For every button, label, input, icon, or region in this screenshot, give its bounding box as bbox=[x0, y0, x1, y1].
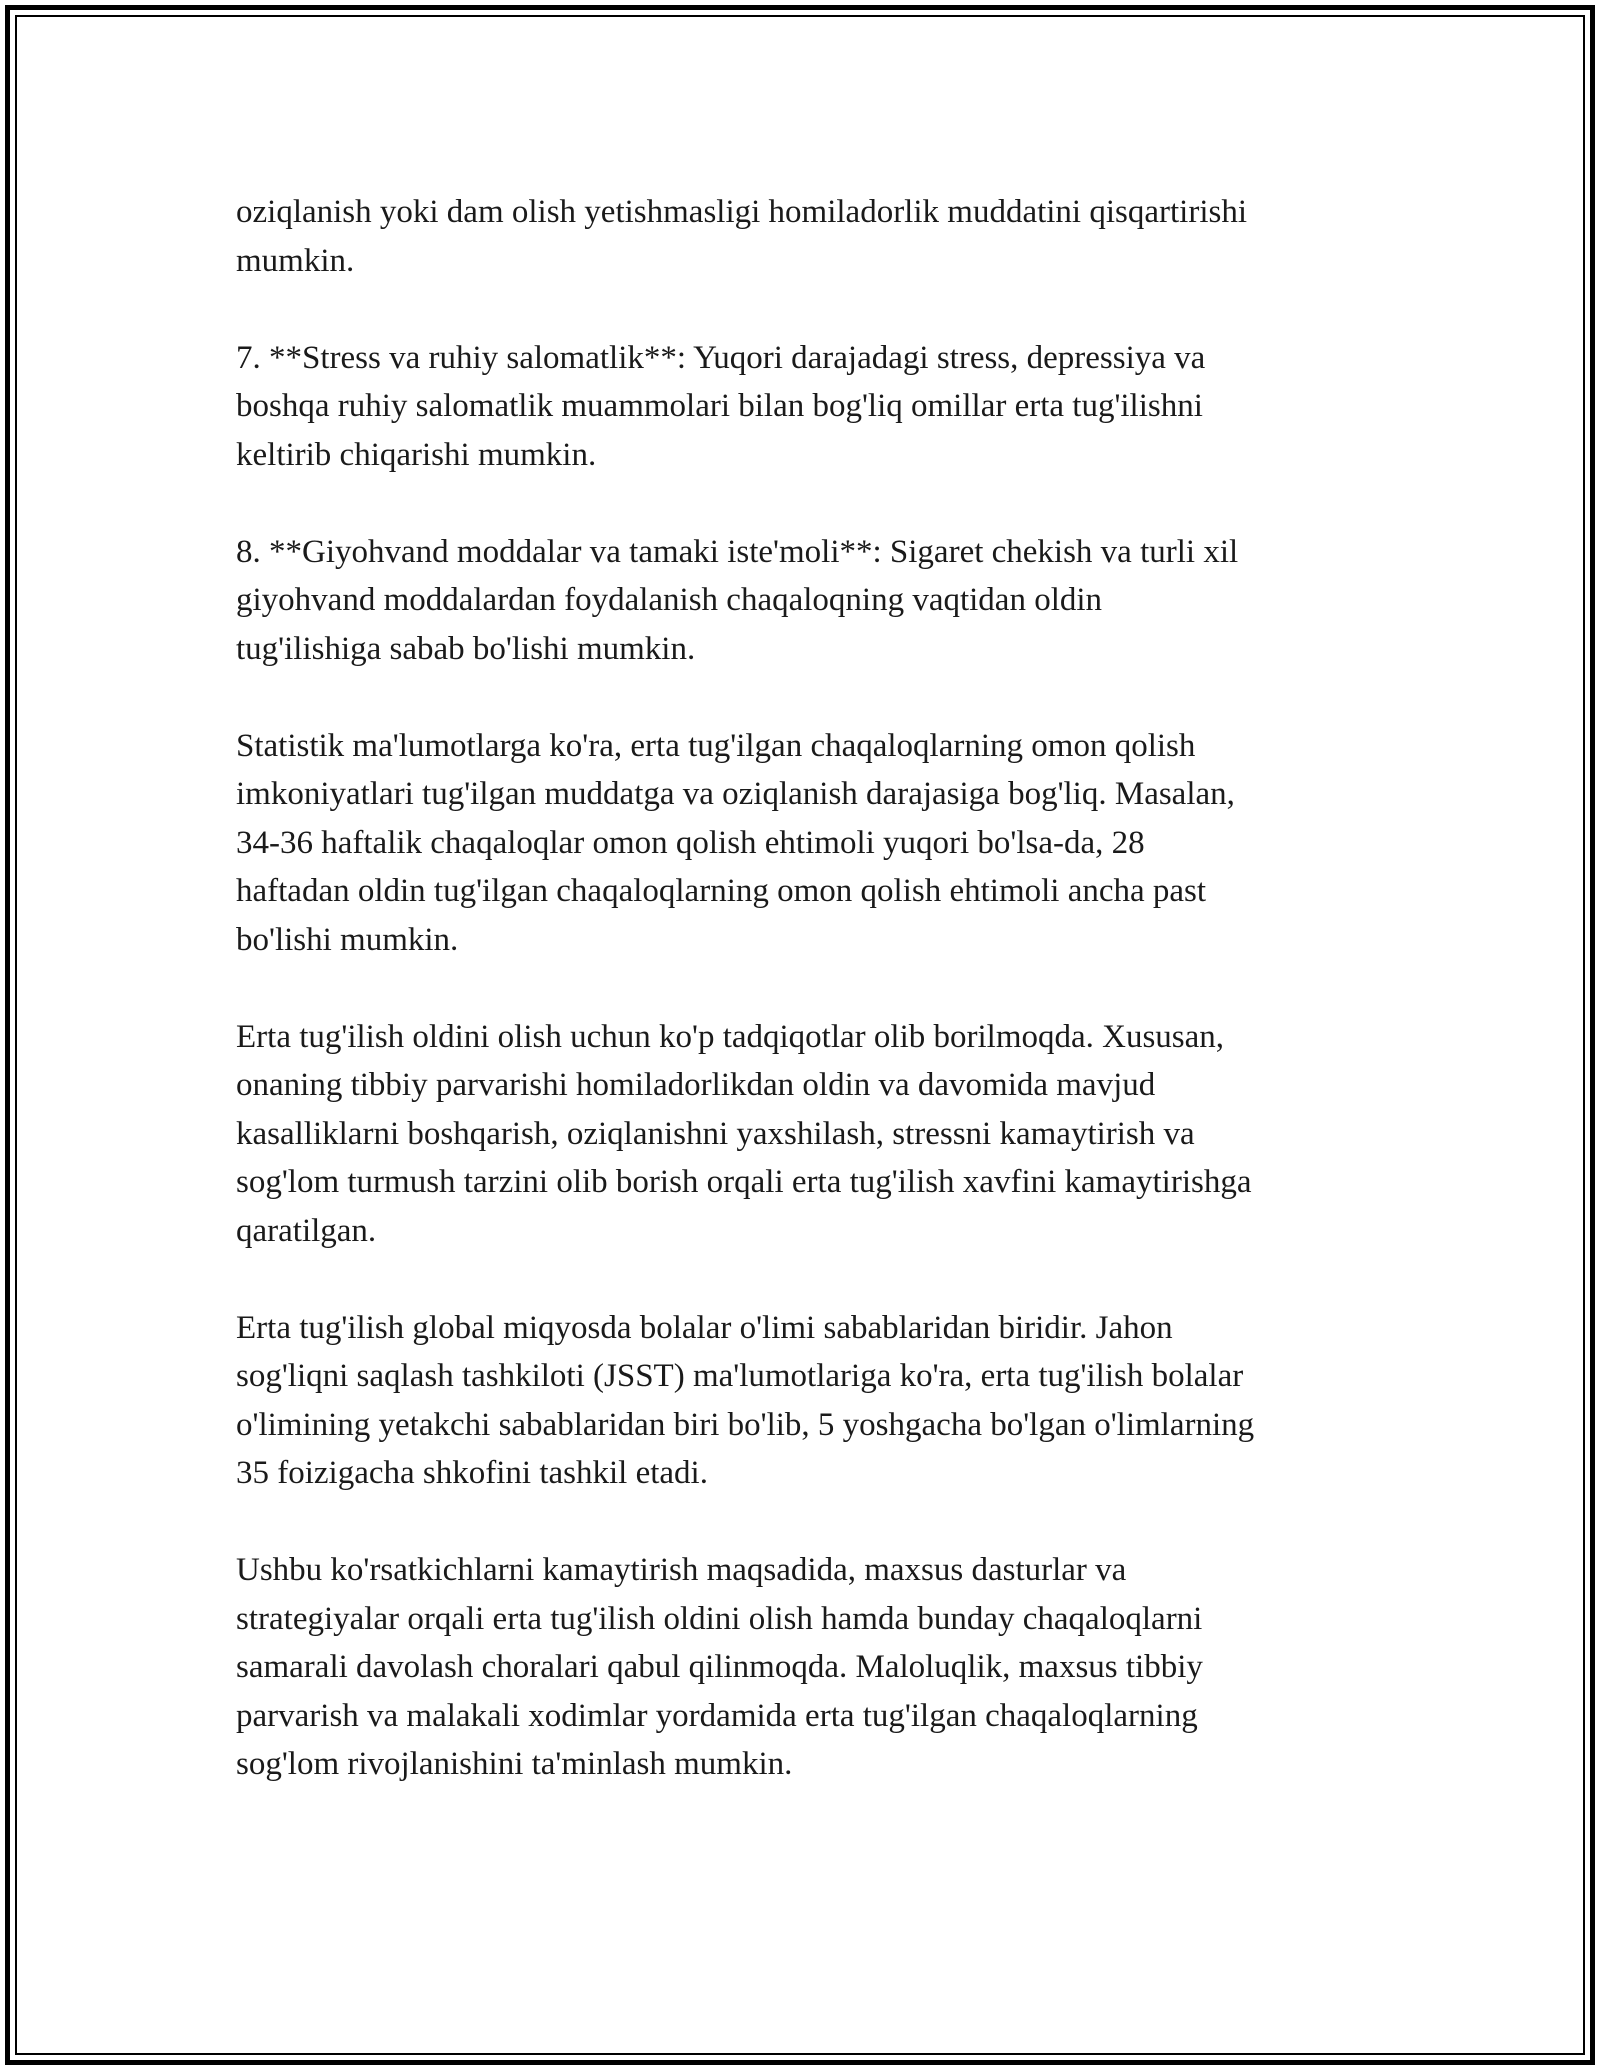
paragraph-nutrition-rest: oziqlanish yoki dam olish yetishmasligi homiladorlik muddatini qisqartirishi mumkin. bbox=[236, 194, 1247, 279]
paragraph-programs-strategies: Ushbu ko'rsatkichlarni kamaytirish maqsadida, maxsus dasturlar va strategiyalar orqali erta tug'ilish oldini olish hamda bunday chaqaloqlarni samarali davolash choralari qabul qilinmoqda. Maloluqlik, maxsus tibbiy parvarish va malakali xodimlar yordamida erta tug'ilgan chaqaloqlarning sog'lom rivojlanishini ta'minlash mumkin. bbox=[236, 1552, 1203, 1782]
paragraph-drugs-tobacco: 8. **Giyohvand moddalar va tamaki iste'moli**: Sigaret chekish va turli xil giyohvand moddalardan foydalanish chaqaloqning vaqtidan oldin tug'ilishiga sabab bo'lishi mumkin. bbox=[236, 533, 1239, 667]
paragraph-stress-mental-health: 7. **Stress va ruhiy salomatlik**: Yuqori darajadagi stress, depressiya va boshqa ruhiy salomatlik muammolari bilan bog'liq omillar erta tug'ilishni keltirib chiqarishi mumkin. bbox=[236, 339, 1206, 473]
paragraph-global-mortality: Erta tug'ilish global miqyosda bolalar o'limi sabablaridan biridir. Jahon sog'liqni saqlash tashkiloti (JSST) ma'lumotlariga ko'ra, erta tug'ilish bolalar o'limining yetakchi sabablaridan biri bo'lib, 5 yoshgacha bo'lgan o'limlarning 35 foizigacha shkofini tashkil etadi. bbox=[236, 1309, 1255, 1491]
paragraph-statistics: Statistik ma'lumotlarga ko'ra, erta tug'ilgan chaqaloqlarning omon qolish imkoniyatlari tug'ilgan muddatga va oziqlanish darajasiga bog'liq. Masalan, 34-36 haftalik chaqaloqlar omon qolish ehtimoli yuqori bo'lsa-da, 28 haftadan oldin tug'ilgan chaqaloqlarning omon qolish ehtimoli ancha past bo'lishi mumkin. bbox=[236, 727, 1235, 958]
paragraph-prevention-research: Erta tug'ilish oldini olish uchun ko'p tadqiqotlar olib borilmoqda. Xususan, onaning tibbiy parvarishi homiladorlikdan oldin va davomida mavjud kasalliklarni boshqarish, oziqlanishni yaxshilash, stressni kamaytirish va sog'lom turmush tarzini olib borish orqali erta tug'ilish xavfini kamaytirishga qaratilgan. bbox=[236, 1018, 1252, 1249]
document-body bbox=[236, 188, 1386, 1837]
